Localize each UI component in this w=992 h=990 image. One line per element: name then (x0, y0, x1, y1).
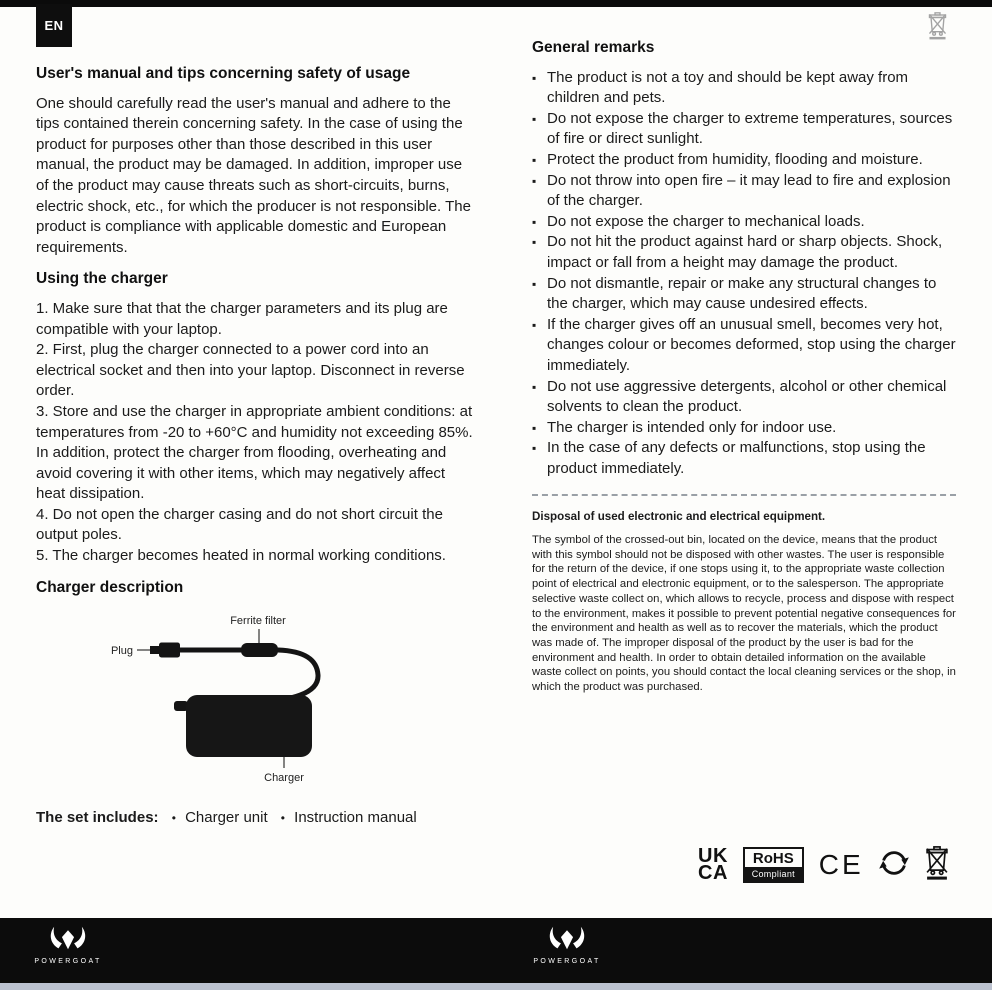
set-includes-row (36, 808, 473, 829)
numbered-item: 1. Make sure that that the charger parameters and its plug are compatible with your laptop. (36, 299, 448, 338)
general-remarks-title: General remarks (532, 39, 655, 56)
numbered-item: 4. Do not open the charger casing and do not short circuit the output poles. (36, 505, 443, 544)
bullet-icon: ▪ (532, 70, 537, 85)
right-column (532, 38, 956, 695)
ferrite-filter-label: Ferrite filter (230, 615, 286, 628)
language-badge: EN (36, 4, 72, 47)
powergoat-wordmark: POWERGOAT (533, 958, 601, 965)
rohs-mark (743, 847, 804, 883)
bullet-text: Do not dismantle, repair or make any structural changes to the charger, which may cause undesired effects. (547, 274, 937, 313)
strain-relief-icon (174, 701, 188, 711)
ukca-line1: UK (698, 845, 728, 867)
numbered-item: 2. First, plug the charger connected to a power cord into an electrical socket and then into your laptop. Disconnect in reverse order. (36, 341, 465, 400)
bullet-icon: ▪ (532, 379, 537, 394)
charger-brick-icon (186, 695, 312, 757)
ce-mark: CE (818, 849, 864, 880)
bullet-icon: ▪ (532, 441, 537, 456)
bullet-icon: ▪ (532, 235, 537, 250)
powergoat-logo (28, 925, 108, 965)
plug-label: Plug (110, 645, 133, 658)
footer-bar (0, 918, 992, 983)
left-title: User's manual and tips concerning safety of usage (36, 65, 411, 82)
footer-edge (0, 983, 992, 990)
bullet-text: The charger is intended only for indoor use. (547, 418, 837, 436)
left-column (36, 64, 473, 828)
using-charger-list (36, 299, 473, 567)
bullet-item (532, 212, 956, 233)
bullet-text: Do not throw into open fire – it may lead to fire and explosion of the charger. (547, 171, 951, 210)
bullet-item (532, 68, 956, 109)
using-charger-title: Using the charger (36, 270, 168, 288)
bullet-icon: ▪ (532, 152, 537, 167)
plug-body-icon (159, 643, 180, 658)
crossed-out-bin-icon (924, 845, 950, 885)
general-remarks-list (532, 68, 956, 480)
powergoat-goat-icon (547, 925, 587, 956)
bullet-item (532, 418, 956, 439)
set-includes-label: The set includes: (36, 808, 159, 826)
plug-tip-icon (150, 646, 159, 654)
bullet-text: If the charger gives off an unusual smell, becomes very hot, changes colour or becomes deformed, stop using the charger immediately. (547, 315, 956, 374)
bullet-item (532, 232, 956, 273)
bullet-item (532, 377, 956, 418)
charger-description-title: Charger description (36, 578, 184, 596)
disposal-paragraph: The symbol of the crossed-out bin, located on the device, means that the product with this symbol should not be disposed with other wastes. The user is responsible for the return of the device, if one stops using it, to the appropriate waste collection point of electrical and electronic equipment, or to the salesperson. The appropriate selective waste collect on, which allows to recycle, process and dispose with respect to the environment, makes it possible to prevent potential negative consequences for the environment and health as well as to recover the materials, which the product was made of. The improper disposal of the product by the user is bad for the environment and health. In order to obtain detailed information on the available waste collect on points, you should contact the local cleaning services or the shop, in which the product was purchased. (532, 534, 956, 694)
bullet-text: In the case of any defects or malfunctions, stop using the product immediately. (547, 439, 926, 477)
rohs-label: RoHS (752, 850, 794, 868)
charger-diagram (36, 607, 473, 792)
set-item: Charger unit (185, 808, 268, 826)
bullet-item (532, 315, 956, 377)
ferrite-filter-icon (241, 643, 278, 657)
rohs-compliant-label: Compliant (745, 867, 802, 881)
bullet-separator: • (171, 810, 176, 825)
numbered-item: 3. Store and use the charger in appropriate ambient conditions: at temperatures from -20 to +60°C and humidity not exceeding 85%. In addition, protect the charger from flooding, overheating and avoid covering it with other items, which may negatively affect heat dissipation. (36, 402, 473, 503)
bullet-text: The product is not a toy and should be kept away from children and pets. (547, 68, 909, 107)
top-strip (0, 0, 992, 7)
bullet-text: Do not expose the charger to mechanical loads. (547, 212, 865, 230)
bullet-item (532, 171, 956, 212)
dashed-divider (532, 494, 956, 496)
bullet-item (532, 109, 956, 150)
powergoat-logo (527, 925, 607, 965)
bullet-icon: ▪ (532, 111, 537, 126)
set-item: Instruction manual (294, 808, 417, 826)
bullet-text: Do not expose the charger to extreme temperatures, sources of fire or direct sunlight. (547, 109, 953, 148)
charger-label: Charger (264, 772, 304, 785)
compliance-marks (698, 845, 950, 885)
recycle-arrows-icon (879, 848, 909, 883)
bullet-text: Do not use aggressive detergents, alcohol or other chemical solvents to clean the product. (547, 377, 947, 416)
bullet-item (532, 438, 956, 479)
ukca-line2: CA (698, 862, 728, 884)
bullet-text: Do not hit the product against hard or sharp objects. Shock, impact or fall from a height may damage the product. (547, 233, 943, 271)
bullet-item (532, 150, 956, 171)
powergoat-goat-icon (48, 925, 88, 956)
bullet-icon: ▪ (532, 214, 537, 229)
bullet-icon: ▪ (532, 173, 537, 188)
bullet-item (532, 274, 956, 315)
powergoat-wordmark: POWERGOAT (34, 958, 102, 965)
bullet-icon: ▪ (532, 276, 537, 291)
intro-paragraph: One should carefully read the user's manual and adhere to the tips contained therein concerning safety. In the case of using the product for purposes other than those described in this user manual, the product may be damaged. In addition, improper use of the product may cause threats such as short-circuits, burns, electric shock, etc., for which the producer is not responsible. The product is compliance with applicable domestic and European requirements. (36, 94, 471, 256)
bullet-icon: ▪ (532, 317, 537, 332)
bullet-icon: ▪ (532, 420, 537, 435)
ukca-mark (698, 845, 728, 884)
bullet-text: Protect the product from humidity, flooding and moisture. (547, 150, 923, 168)
numbered-item: 5. The charger becomes heated in normal working conditions. (36, 547, 446, 565)
bullet-separator: • (280, 810, 285, 825)
disposal-title: Disposal of used electronic and electrical equipment. (532, 510, 826, 524)
